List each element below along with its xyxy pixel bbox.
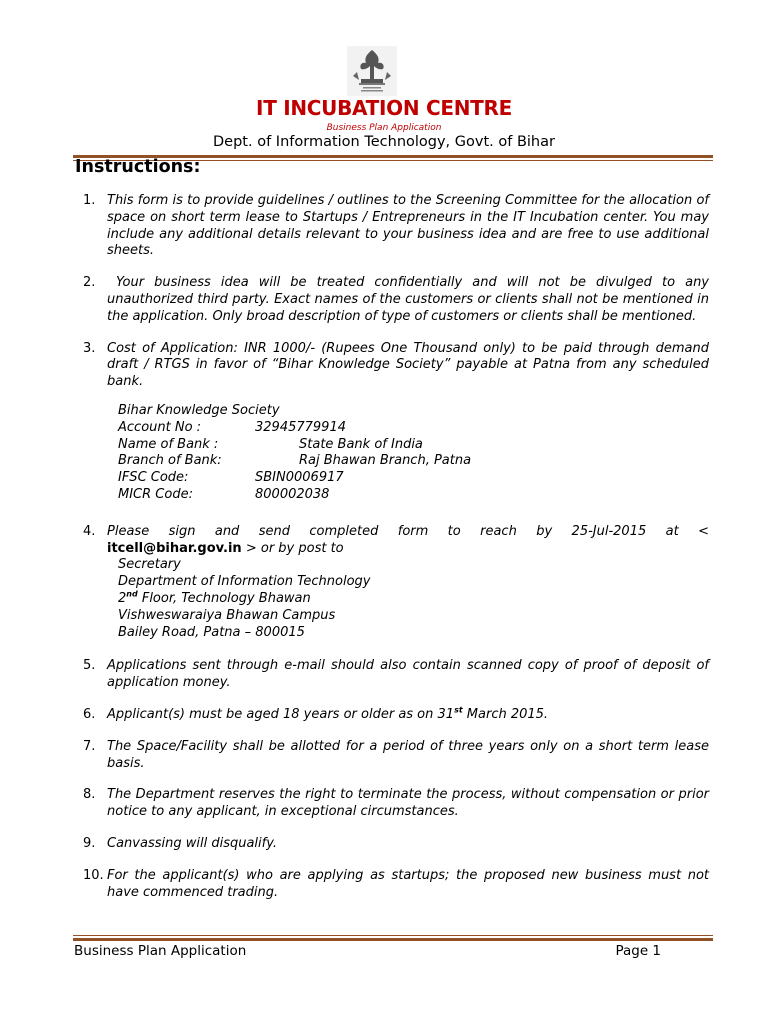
list-item	[83, 836, 709, 853]
item-number: 1.	[83, 193, 96, 208]
page-title: IT INCUBATION CENTRE	[256, 96, 512, 120]
list-item	[83, 275, 709, 325]
item-text: Please sign and send completed form to reach by 25-Jul-2015 at <	[107, 523, 709, 539]
item-number: 2.	[83, 275, 96, 291]
item-text: This form is to provide guidelines / outlines to the Screening Committee for the allocation of space on short term lease to Startups / Entrepreneurs in the IT Incubation center. You may include any additional details relevant to your business idea and are free to use additional sheets.	[107, 193, 709, 259]
list-item	[83, 658, 709, 692]
item-text: The Department reserves the right to terminate the process, without compensation or prior notice to any applicant, in exceptional circumstances.	[107, 787, 709, 820]
department-line: Dept. of Information Technology, Govt. of Bihar	[213, 134, 555, 150]
item-text: Applications sent through e-mail should also contain scanned copy of proof of deposit of application money.	[107, 658, 709, 691]
item-number: 9.	[83, 835, 96, 851]
submission-line: itcell@bihar.gov.in > or by post to	[107, 540, 344, 556]
bank-details	[107, 403, 709, 504]
list-item	[83, 707, 709, 724]
page-number: Page 1	[615, 943, 661, 959]
item-number: 3.	[83, 340, 96, 356]
footer-title: Business Plan Application	[74, 943, 247, 959]
footer-divider	[73, 935, 713, 941]
item-text: Canvassing will disqualify.	[107, 835, 278, 851]
postal-address: Secretary Department of Information Technology 2nd Floor, Technology Bhawan Vishweswaraiya Bhawan Campus Bailey Road, Patna – 800015	[118, 557, 371, 640]
bank-row: MICR Code: 800002038	[118, 486, 330, 502]
item-number: 8.	[83, 787, 96, 803]
list-item	[83, 868, 709, 902]
item-number: 4.	[83, 523, 96, 539]
item-text: Cost of Application: INR 1000/- (Rupees One Thousand only) to be paid through demand draft / RTGS in favor of “Bihar Knowledge Society” payable at Patna from any scheduled bank.	[107, 340, 709, 390]
item-number: 10.	[83, 867, 104, 883]
item-number: 7.	[83, 738, 96, 754]
item-text: Applicant(s) must be aged 18 years or older as on 31st March 2015.	[107, 705, 549, 722]
item-text: Your business idea will be treated confidentially and will not be divulged to any unauthorized third party. Exact names of the customers or clients shall not be mentioned in the application. Only broad description of type of customers or clients shall be mentioned.	[107, 275, 709, 324]
instructions-list	[83, 193, 709, 901]
bank-row: Name of Bank : State Bank of India	[118, 436, 423, 452]
state-emblem-icon	[347, 46, 397, 96]
list-item	[83, 739, 709, 773]
list-item	[83, 341, 709, 391]
bank-row: Branch of Bank: Raj Bhawan Branch, Patna	[118, 453, 472, 469]
item-number: 5.	[83, 658, 96, 674]
item-text: The Space/Facility shall be allotted for a period of three years only on a short term lease basis.	[107, 738, 709, 771]
bank-row: IFSC Code: SBIN0006917	[118, 470, 344, 486]
item-text: For the applicant(s) who are applying as startups; the proposed new business must not have commenced trading.	[107, 867, 709, 900]
list-item	[83, 787, 709, 821]
list-item	[83, 524, 709, 541]
item-number: 6.	[83, 706, 96, 722]
bank-account-name: Bihar Knowledge Society	[118, 402, 280, 418]
bank-row: Account No : 32945779914	[118, 419, 346, 435]
instructions-heading: Instructions:	[75, 157, 201, 177]
page-subtitle: Business Plan Application	[326, 123, 442, 133]
list-item	[83, 193, 709, 260]
email-link[interactable]: itcell@bihar.gov.in	[107, 540, 242, 556]
